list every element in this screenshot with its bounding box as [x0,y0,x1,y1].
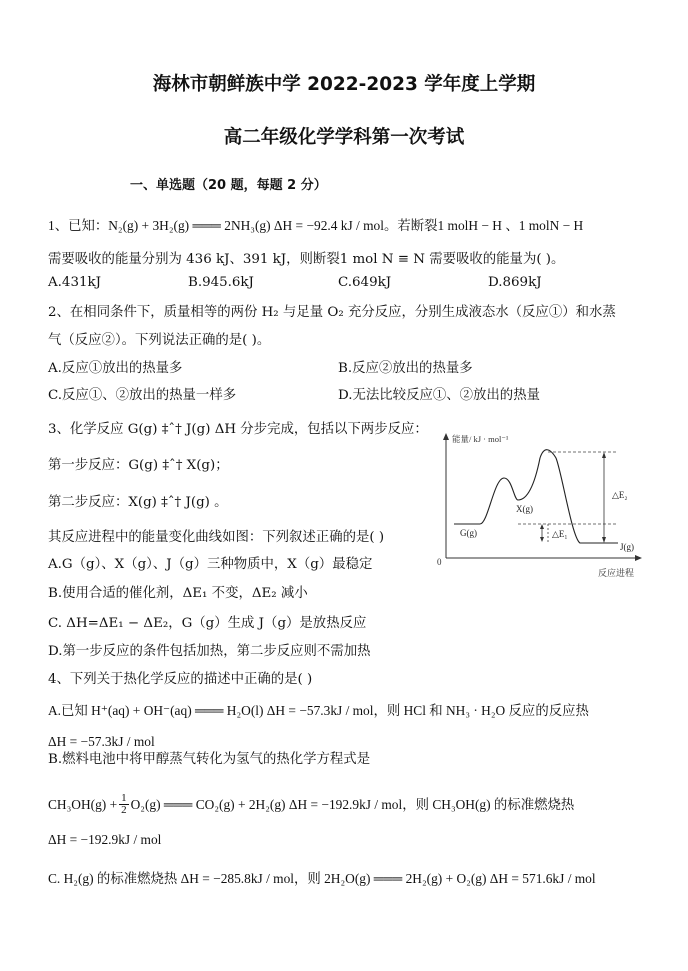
q4-option-b-line3: ΔH = −192.9kJ / mol [48,832,162,847]
e1-arrow-head-bottom [540,537,544,542]
energy-diagram [432,428,664,588]
q2-option-d: D.无法比较反应①、②放出的热量 [338,388,540,403]
q4-option-a-line1: A.已知 H⁺(aq) + OH⁻(aq) ═══ H₂O(l) ΔH = −57.3kJ / mol，则 HCl 和 NH₃ · H₂O 反应的反应热 [48,703,589,718]
q1-stem-line1: 1、已知：N₂(g) + 3H₂(g) ═══ 2NH₃(g) ΔH = −92.4 kJ / mol。若断裂1 molH − H 、1 molN − H [48,218,584,233]
q3-step2: 第二步反应：X(g) ‡ˆ† J(g) 。 [48,495,228,510]
e1-arrow-head-top [540,524,544,529]
q3-option-d: D.第一步反应的条件包括加热，第二步反应则不需加热 [48,644,371,659]
q2-option-a: A.反应①放出的热量多 [48,361,183,376]
fraction-denominator: 2 [121,804,127,816]
e2-label: △E₂ [612,490,628,500]
q3-step1: 第一步反应：G(g) ‡ˆ† X(g)； [48,458,229,473]
q2-option-b: B.反应②放出的热量多 [338,361,473,376]
q1-option-a: A.431kJ [48,275,101,290]
fraction-numerator: 1 [121,792,127,804]
energy-curve [454,450,618,543]
g-label: G(g) [460,528,477,538]
q4-option-b-line1: B.燃料电池中将甲醇蒸气转化为氢气的热化学方程式是 [48,752,371,767]
y-axis-label: 能量/ kJ · mol⁻¹ [452,434,509,444]
origin-label: 0 [437,557,442,567]
q2-option-c: C.反应①、②放出的热量一样多 [48,388,237,403]
e1-label: △E₁ [552,529,568,539]
j-label: J(g) [620,542,634,552]
q3-option-b: B.使用合适的催化剂，ΔE₁ 不变，ΔE₂ 减小 [48,586,308,601]
y-axis-arrow [443,433,449,440]
e2-arrow-head-top [602,452,606,458]
q1-option-d: D.869kJ [488,275,542,290]
fraction-one-half [119,793,129,816]
exam-subtitle: 高二年级化学学科第一次考试 [223,127,465,148]
q1-stem-line2: 需要吸收的能量分别为 436 kJ、391 kJ，则断裂1 mol N ≡ N 需要吸收的能量为( )。 [48,252,565,267]
q4-option-a-line2: ΔH = −57.3kJ / mol [48,734,155,749]
q1-option-c: C.649kJ [338,275,392,290]
q4-option-b-equation [48,793,574,816]
q3-option-c: C. ΔH=ΔE₁ − ΔE₂，G（g）生成 J（g）是放热反应 [48,616,367,631]
q2-stem-line1: 2、在相同条件下，质量相等的两份 H₂ 与足量 O₂ 充分反应，分别生成液态水（反应①）和水蒸 [48,305,616,320]
x-axis-arrow [635,555,642,561]
equation-prefix: CH₃OH(g) + [48,796,118,812]
e2-arrow-head-bottom [602,537,606,543]
q3-stem-line1: 3、化学反应 G(g) ‡ˆ† J(g) ΔH 分步完成，包括以下两步反应： [48,422,428,437]
equation-suffix: O₂(g) ═══ CO₂(g) + 2H₂(g) ΔH = −192.9kJ / mol，则 CH₃OH(g) 的标准燃烧热 [130,796,575,812]
q3-option-a: A.G（g）、X（g）、J（g）三种物质中，X（g）最稳定 [48,557,373,572]
energy-diagram-svg [432,428,664,584]
section-heading: 一、单选题（20 题，每题 2 分） [130,178,327,193]
q3-stem-line4: 其反应进程中的能量变化曲线如图：下列叙述正确的是( ) [48,530,385,545]
exam-title: 海林市朝鲜族中学 2022-2023 学年度上学期 [152,74,536,95]
q4-option-c: C. H₂(g) 的标准燃烧热 ΔH = −285.8kJ / mol，则 2H₂O(g) ═══ 2H₂(g) + O₂(g) ΔH = 571.6kJ / mol [48,871,596,886]
q1-option-b: B.945.6kJ [188,275,254,290]
q4-stem: 4、下列关于热化学反应的描述中正确的是( ) [48,672,313,687]
x-label: X(g) [516,504,533,514]
q2-stem-line2: 气（反应②）。下列说法正确的是( )。 [48,333,271,348]
x-axis-label: 反应进程 [598,568,635,578]
